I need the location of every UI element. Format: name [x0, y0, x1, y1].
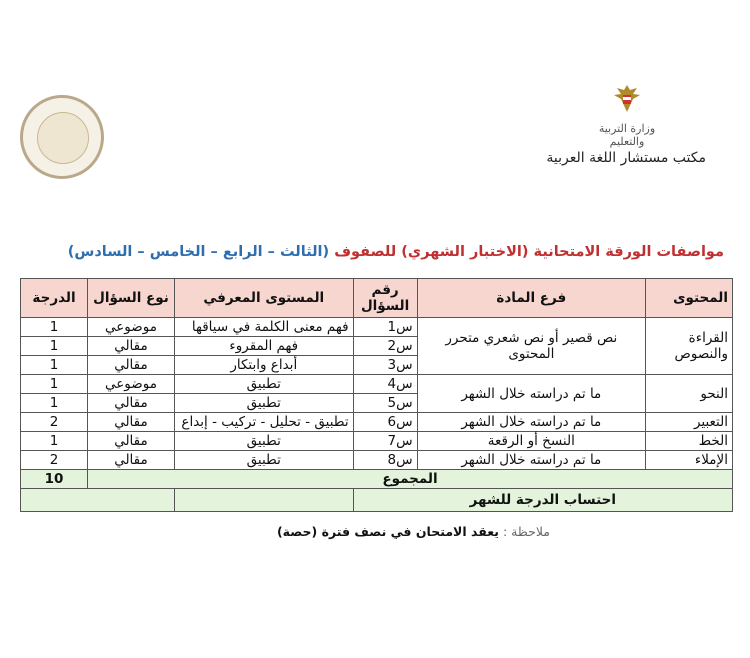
table-row [21, 413, 733, 432]
ministry-seal-icon [20, 95, 104, 179]
total-value: 10 [21, 470, 88, 489]
cell-grade: 1 [21, 432, 88, 451]
total-row [21, 470, 733, 489]
table-row [21, 318, 733, 337]
ministry-name: وزارة التربية والتعليم [598, 122, 656, 148]
cell-number: س3 [353, 356, 417, 375]
table-header-row [21, 279, 733, 318]
cell-type: موضوعي [88, 375, 175, 394]
cell-grade: 1 [21, 394, 88, 413]
cell-grade: 1 [21, 375, 88, 394]
cell-level: تطبيق [174, 432, 353, 451]
note [277, 524, 550, 539]
header-type: نوع السؤال [88, 279, 175, 318]
monthly-label: احتساب الدرجة للشهر [353, 489, 732, 512]
header-grade: الدرجة [21, 279, 88, 318]
header-branch: فرع المادة [417, 279, 646, 318]
cell-number: س4 [353, 375, 417, 394]
cell-grade: 1 [21, 337, 88, 356]
cell-branch: النسخ أو الرقعة [417, 432, 646, 451]
note-text: يعقد الامتحان في نصف فترة (حصة) [276, 524, 499, 539]
cell-number: س6 [353, 413, 417, 432]
header-level: المستوى المعرفي [174, 279, 353, 318]
cell-content: النحو [646, 375, 733, 413]
table-row [21, 432, 733, 451]
cell-type: مقالي [88, 451, 175, 470]
cell-number: س7 [353, 432, 417, 451]
egypt-eagle-icon [610, 82, 644, 116]
cell-level: فهم المقروء [174, 337, 353, 356]
cell-branch: ما تم دراسته خلال الشهر [417, 451, 646, 470]
cell-number: س2 [353, 337, 417, 356]
cell-number: س1 [353, 318, 417, 337]
table-row [21, 451, 733, 470]
cell-level: تطبيق [174, 451, 353, 470]
cell-grade: 2 [21, 413, 88, 432]
title-grades: (الثالث – الرابع – الخامس – السادس) [67, 244, 330, 260]
cell-content: الخط [646, 432, 733, 451]
header-number: رقم السؤال [353, 279, 417, 318]
monthly-empty-2 [21, 489, 175, 512]
ministry-logo [592, 82, 662, 148]
table-row [21, 375, 733, 394]
cell-content: القراءة والنصوص [646, 318, 733, 375]
cell-type: مقالي [88, 337, 175, 356]
cell-branch: ما تم دراسته خلال الشهر [417, 413, 646, 432]
cell-type: مقالي [88, 432, 175, 451]
spec-table [20, 278, 733, 512]
cell-level: تطبيق [174, 375, 353, 394]
cell-level: أبداع وابتكار [174, 356, 353, 375]
cell-grade: 1 [21, 356, 88, 375]
cell-level: تطبيق - تحليل - تركيب - إبداع [174, 413, 353, 432]
cell-level: فهم معنى الكلمة في سياقها [174, 318, 353, 337]
monthly-row [21, 489, 733, 512]
cell-content: التعبير [646, 413, 733, 432]
cell-grade: 2 [21, 451, 88, 470]
cell-type: موضوعي [88, 318, 175, 337]
page-title [24, 244, 724, 260]
cell-type: مقالي [88, 394, 175, 413]
cell-branch: نص قصير أو نص شعري متحرر المحتوى [417, 318, 646, 375]
cell-type: مقالي [88, 413, 175, 432]
cell-number: س8 [353, 451, 417, 470]
cell-level: تطبيق [174, 394, 353, 413]
cell-branch: ما تم دراسته خلال الشهر [417, 375, 646, 413]
seal-center [37, 112, 89, 164]
note-label: ملاحظة : [502, 524, 550, 539]
total-label: المجموع [88, 470, 733, 489]
header-content: المحتوى [646, 279, 733, 318]
cell-grade: 1 [21, 318, 88, 337]
cell-content: الإملاء [646, 451, 733, 470]
office-name: مكتب مستشار اللغة العربية [546, 150, 706, 166]
cell-number: س5 [353, 394, 417, 413]
monthly-empty-1 [174, 489, 353, 512]
cell-type: مقالي [88, 356, 175, 375]
title-main: مواصفات الورقة الامتحانية (الاختبار الشهري) للصفوف [334, 244, 724, 260]
